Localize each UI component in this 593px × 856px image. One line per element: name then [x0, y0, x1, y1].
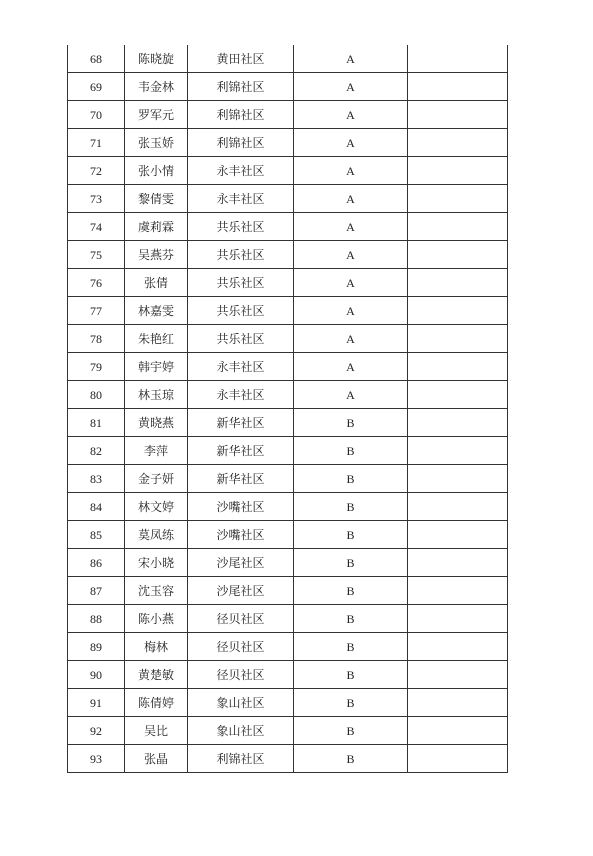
- grade-cell: A: [294, 325, 408, 353]
- note-cell: [408, 297, 508, 325]
- table-row: [68, 45, 508, 73]
- row-number-cell: 78: [68, 325, 125, 353]
- name-cell: 吴比: [125, 717, 188, 745]
- table-row: [68, 129, 508, 157]
- note-cell: [408, 213, 508, 241]
- row-number-cell: 85: [68, 521, 125, 549]
- row-number-cell: 76: [68, 269, 125, 297]
- name-cell: 陈晓旋: [125, 45, 188, 73]
- note-cell: [408, 437, 508, 465]
- community-cell: 永丰社区: [188, 157, 294, 185]
- row-number-cell: 91: [68, 689, 125, 717]
- community-cell: 共乐社区: [188, 241, 294, 269]
- table-row: [68, 241, 508, 269]
- name-cell: 吴燕芬: [125, 241, 188, 269]
- table-row: [68, 437, 508, 465]
- name-cell: 张倩: [125, 269, 188, 297]
- community-cell: 共乐社区: [188, 325, 294, 353]
- name-cell: 林玉琼: [125, 381, 188, 409]
- note-cell: [408, 45, 508, 73]
- community-cell: 径贝社区: [188, 633, 294, 661]
- grade-cell: B: [294, 661, 408, 689]
- grade-cell: B: [294, 577, 408, 605]
- table-row: [68, 73, 508, 101]
- row-number-cell: 72: [68, 157, 125, 185]
- name-cell: 张玉娇: [125, 129, 188, 157]
- community-cell: 径贝社区: [188, 605, 294, 633]
- table-row: [68, 213, 508, 241]
- row-number-cell: 79: [68, 353, 125, 381]
- grade-cell: A: [294, 353, 408, 381]
- name-cell: 陈小燕: [125, 605, 188, 633]
- community-cell: 利锦社区: [188, 73, 294, 101]
- note-cell: [408, 269, 508, 297]
- row-number-cell: 86: [68, 549, 125, 577]
- roster-table: [67, 45, 508, 773]
- table-row: [68, 745, 508, 773]
- table-row: [68, 605, 508, 633]
- grade-cell: B: [294, 689, 408, 717]
- row-number-cell: 80: [68, 381, 125, 409]
- community-cell: 象山社区: [188, 717, 294, 745]
- grade-cell: A: [294, 129, 408, 157]
- note-cell: [408, 689, 508, 717]
- row-number-cell: 71: [68, 129, 125, 157]
- note-cell: [408, 353, 508, 381]
- name-cell: 黄晓燕: [125, 409, 188, 437]
- community-cell: 沙嘴社区: [188, 493, 294, 521]
- community-cell: 利锦社区: [188, 101, 294, 129]
- row-number-cell: 69: [68, 73, 125, 101]
- note-cell: [408, 717, 508, 745]
- table-row: [68, 717, 508, 745]
- name-cell: 韩宇婷: [125, 353, 188, 381]
- name-cell: 李萍: [125, 437, 188, 465]
- table-row: [68, 493, 508, 521]
- note-cell: [408, 157, 508, 185]
- community-cell: 新华社区: [188, 465, 294, 493]
- name-cell: 宋小晓: [125, 549, 188, 577]
- note-cell: [408, 185, 508, 213]
- table-row: [68, 577, 508, 605]
- grade-cell: B: [294, 437, 408, 465]
- row-number-cell: 68: [68, 45, 125, 73]
- name-cell: 张小情: [125, 157, 188, 185]
- grade-cell: B: [294, 633, 408, 661]
- table-row: [68, 465, 508, 493]
- grade-cell: B: [294, 745, 408, 773]
- name-cell: 梅林: [125, 633, 188, 661]
- note-cell: [408, 745, 508, 773]
- table-row: [68, 269, 508, 297]
- row-number-cell: 84: [68, 493, 125, 521]
- row-number-cell: 88: [68, 605, 125, 633]
- row-number-cell: 93: [68, 745, 125, 773]
- note-cell: [408, 577, 508, 605]
- grade-cell: B: [294, 465, 408, 493]
- note-cell: [408, 605, 508, 633]
- community-cell: 共乐社区: [188, 297, 294, 325]
- table-row: [68, 157, 508, 185]
- community-cell: 永丰社区: [188, 381, 294, 409]
- grade-cell: B: [294, 717, 408, 745]
- community-cell: 象山社区: [188, 689, 294, 717]
- community-cell: 永丰社区: [188, 185, 294, 213]
- name-cell: 莫凤练: [125, 521, 188, 549]
- community-cell: 永丰社区: [188, 353, 294, 381]
- row-number-cell: 74: [68, 213, 125, 241]
- grade-cell: B: [294, 493, 408, 521]
- table-row: [68, 381, 508, 409]
- grade-cell: A: [294, 297, 408, 325]
- note-cell: [408, 465, 508, 493]
- note-cell: [408, 129, 508, 157]
- row-number-cell: 87: [68, 577, 125, 605]
- name-cell: 黄楚敏: [125, 661, 188, 689]
- grade-cell: A: [294, 157, 408, 185]
- community-cell: 沙嘴社区: [188, 521, 294, 549]
- name-cell: 韦金林: [125, 73, 188, 101]
- community-cell: 共乐社区: [188, 213, 294, 241]
- community-cell: 沙尾社区: [188, 549, 294, 577]
- grade-cell: A: [294, 101, 408, 129]
- roster-table-body: [68, 45, 508, 773]
- note-cell: [408, 661, 508, 689]
- community-cell: 沙尾社区: [188, 577, 294, 605]
- row-number-cell: 73: [68, 185, 125, 213]
- community-cell: 新华社区: [188, 437, 294, 465]
- name-cell: 沈玉容: [125, 577, 188, 605]
- name-cell: 罗军元: [125, 101, 188, 129]
- grade-cell: A: [294, 241, 408, 269]
- name-cell: 虞莉霖: [125, 213, 188, 241]
- name-cell: 金子妍: [125, 465, 188, 493]
- community-cell: 径贝社区: [188, 661, 294, 689]
- grade-cell: A: [294, 185, 408, 213]
- grade-cell: B: [294, 409, 408, 437]
- table-row: [68, 297, 508, 325]
- note-cell: [408, 521, 508, 549]
- community-cell: 共乐社区: [188, 269, 294, 297]
- name-cell: 陈倩婷: [125, 689, 188, 717]
- note-cell: [408, 73, 508, 101]
- row-number-cell: 70: [68, 101, 125, 129]
- grade-cell: A: [294, 45, 408, 73]
- note-cell: [408, 241, 508, 269]
- row-number-cell: 89: [68, 633, 125, 661]
- table-row: [68, 633, 508, 661]
- row-number-cell: 83: [68, 465, 125, 493]
- row-number-cell: 75: [68, 241, 125, 269]
- table-row: [68, 325, 508, 353]
- community-cell: 利锦社区: [188, 129, 294, 157]
- note-cell: [408, 549, 508, 577]
- name-cell: 张晶: [125, 745, 188, 773]
- note-cell: [408, 633, 508, 661]
- grade-cell: B: [294, 521, 408, 549]
- table-row: [68, 661, 508, 689]
- row-number-cell: 92: [68, 717, 125, 745]
- row-number-cell: 82: [68, 437, 125, 465]
- grade-cell: A: [294, 269, 408, 297]
- grade-cell: A: [294, 213, 408, 241]
- table-row: [68, 101, 508, 129]
- note-cell: [408, 101, 508, 129]
- row-number-cell: 81: [68, 409, 125, 437]
- grade-cell: B: [294, 549, 408, 577]
- name-cell: 林嘉雯: [125, 297, 188, 325]
- table-row: [68, 409, 508, 437]
- note-cell: [408, 325, 508, 353]
- row-number-cell: 90: [68, 661, 125, 689]
- note-cell: [408, 409, 508, 437]
- name-cell: 黎倩雯: [125, 185, 188, 213]
- community-cell: 利锦社区: [188, 745, 294, 773]
- note-cell: [408, 381, 508, 409]
- table-row: [68, 185, 508, 213]
- table-row: [68, 521, 508, 549]
- grade-cell: B: [294, 605, 408, 633]
- table-row: [68, 549, 508, 577]
- name-cell: 朱艳红: [125, 325, 188, 353]
- note-cell: [408, 493, 508, 521]
- name-cell: 林文婷: [125, 493, 188, 521]
- row-number-cell: 77: [68, 297, 125, 325]
- table-row: [68, 353, 508, 381]
- table-row: [68, 689, 508, 717]
- grade-cell: A: [294, 381, 408, 409]
- community-cell: 新华社区: [188, 409, 294, 437]
- community-cell: 黄田社区: [188, 45, 294, 73]
- grade-cell: A: [294, 73, 408, 101]
